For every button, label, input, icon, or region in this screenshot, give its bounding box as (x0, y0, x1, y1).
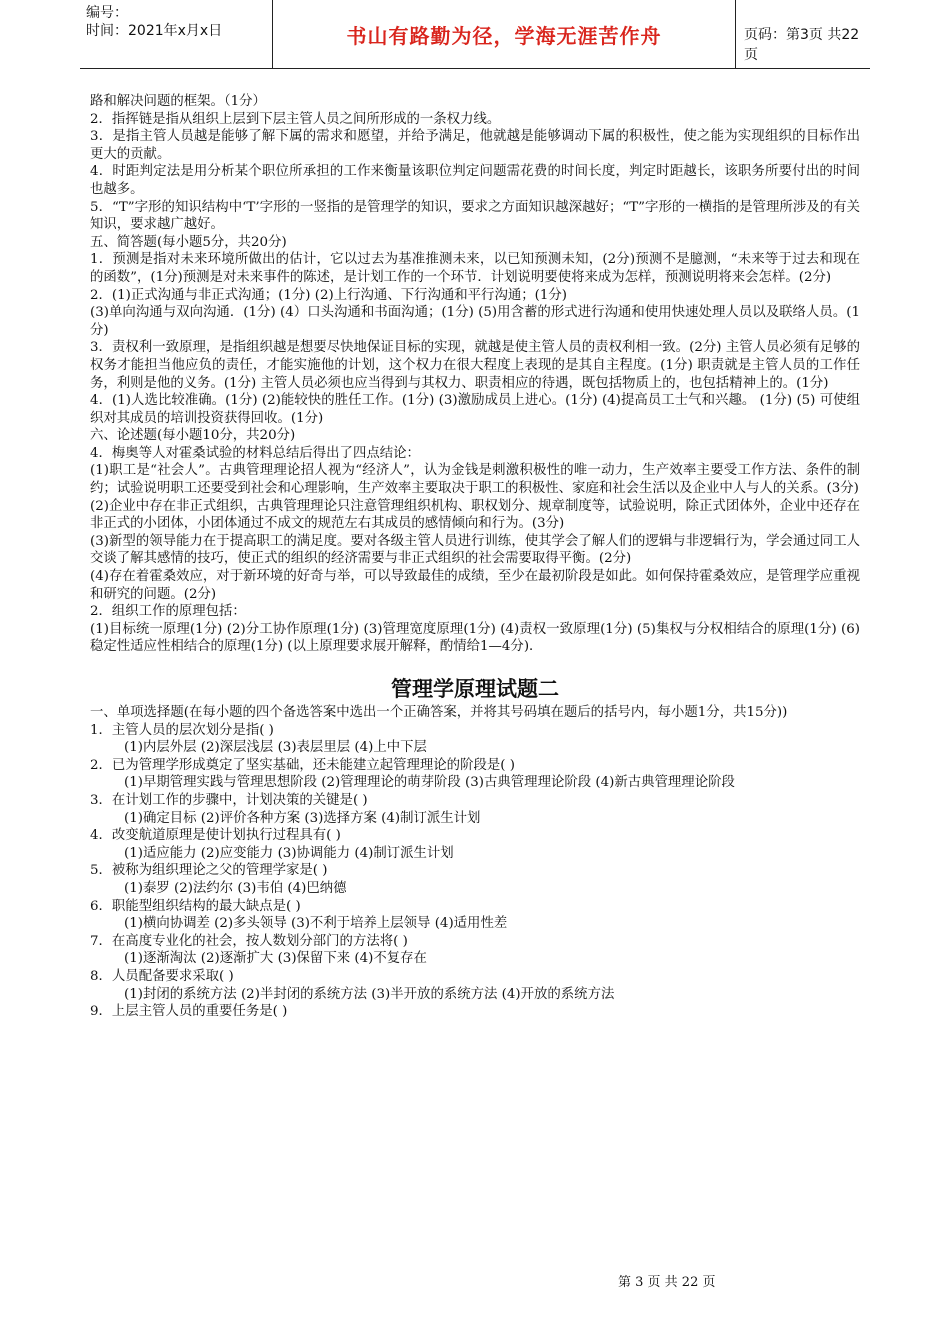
document-body (90, 93, 860, 1021)
paragraph: 4．时距判定法是用分析某个职位所承担的工作来衡量该职位判定问题需花费的时间长度，判定时距越长，该职务所要付出的时间也越多。 (90, 164, 860, 197)
time-label: 时间：2021年x月x日 (86, 23, 223, 39)
section-title: 管理学原理试题二 (391, 677, 559, 701)
answer-options: (1)早期管理实践与管理思想阶段 (2)管理理论的萌芽阶段 (3)古典管理理论阶段 (4)新古典管理理论阶段 (124, 775, 735, 791)
paragraph: 2．组织工作的原理包括： (90, 604, 246, 620)
question-line: 6．职能型组织结构的最大缺点是( ) (90, 898, 301, 914)
answer-options: (1)适应能力 (2)应变能力 (3)协调能力 (4)制订派生计划 (124, 845, 454, 861)
answer-options: (1)横向协调差 (2)多头领导 (3)不利于培养上层领导 (4)适用性差 (124, 916, 508, 932)
answer-options: (1)内层外层 (2)深层浅层 (3)表层里层 (4)上中下层 (124, 740, 427, 756)
page-header (80, 0, 870, 69)
paragraph: 4．梅奥等人对霍桑试验的材料总结后得出了四点结论： (90, 445, 420, 461)
paragraph: (1)职工是“社会人”。古典管理理论招人视为“经济人”，认为金钱是刺激积极性的唯一动力，生产效率主要受工作方法、条件的制约；试验说明职工还要受到社会和心理影响，生产效率主要取决于职工的积极性、家庭和社会生活以及企业中人与人的关系。(3分) (90, 463, 860, 497)
answer-section (90, 93, 860, 656)
question-line: 7．在高度专业化的社会，按人数划分部门的方法将( ) (90, 933, 408, 949)
paragraph: 2．(1)正式沟通与非正式沟通；(1分) (2)上行沟通、下行沟通和平行沟通；(1分) (90, 287, 567, 303)
paragraph: 五、简答题(每小题5分，共20分) (90, 234, 287, 250)
paragraph: 路和解决问题的框架。（1分） (90, 94, 266, 109)
motto: 书山有路勤为径，学海无涯苦作舟 (272, 0, 736, 68)
paragraph: 3．是指主管人员越是能够了解下属的需求和愿望，并给予满足，他就越是能够调动下属的积极性，使之能为实现组织的目标作出更大的贡献。 (90, 129, 860, 162)
paragraph: (1)目标统一原理(1分) (2)分工协作原理(1分) (3)管理宽度原理(1分) (4)责权一致原理(1分) (5)集权与分权相结合的原理(1分) (6)稳定性适应性相结合的原理(1分) (以上原理要求展开解释，酌情给1—4分)． (90, 621, 860, 655)
number-label: 编号： (86, 5, 128, 21)
paragraph: (3)单向沟通与双向沟通．(1分) (4）口头沟通和书面沟通；(1分) (5)用含蓄的形式进行沟通和使用快速处理人员以及联络人员。(1分) (90, 305, 860, 338)
paragraph: (4)存在着霍桑效应，对于新环境的好奇与举，可以导致最佳的成绩，至少在最初阶段是如此。如何保持霍桑效应，是管理学应重视和研究的问题。(2分) (90, 569, 860, 602)
answer-options: (1)封闭的系统方法 (2)半封闭的系统方法 (3)半开放的系统方法 (4)开放的系统方法 (124, 986, 615, 1002)
paragraph: 5．“T”字形的知识结构中‘T’字形的一竖指的是管理学的知识，要求之方面知识越深越好；“T”字形的一横指的是管理所涉及的有关知识，要求越广越好。 (90, 199, 860, 233)
paragraph: 3．责权利一致原理，是指组织越是想要尽快地保证目标的实现，就越是使主管人员的责权利相一致。(2分) 主管人员必须有足够的权务才能担当他应负的责任，才能实施他的计划，这个权力在很大程度上表现的是其自主程度。(1分) 职责就是主管人员的工作任务，利则是他的义务。(1分) 主管人员必须也应当得到与其权力、职责相应的待遇，既包括物质上的，也包括精神上的。(1分) (90, 340, 860, 391)
question-line: 2．已为管理学形成奠定了坚实基础，还未能建立起管理理论的阶段是( ) (90, 757, 515, 773)
question-line: 8．人员配备要求采取( ) (90, 968, 234, 984)
question-line: 5．被称为组织理论之父的管理学家是( ) (90, 863, 328, 879)
answer-options: (1)泰罗 (2)法约尔 (3)韦伯 (4)巴纳德 (124, 880, 347, 896)
paragraph: (3)新型的领导能力在于提高职工的满足度。要对各级主管人员进行训练，使其学会了解人们的逻辑与非逻辑行为，学会通过同工人交谈了解其感情的技巧，使正式的组织的经济需要与非正式组织的社会需要取得平衡。(2分) (90, 533, 860, 567)
question-line: 9．上层主管人员的重要任务是( ) (90, 1004, 288, 1020)
answer-options: (1)逐渐淘汰 (2)逐渐扩大 (3)保留下来 (4)不复存在 (124, 951, 427, 967)
question-line: 4．改变航道原理是使计划执行过程具有( ) (90, 828, 341, 844)
paragraph: (2)企业中存在非正式组织，古典管理理论只注意管理组织机构、职权划分、规章制度等，试验说明，除正式团体外，企业中还存在非正式的小团体，小团体通过不成文的规范左右其成员的感情倾向和行为。(3分) (90, 498, 860, 532)
question-line: 一、单项选择题(在每小题的四个备选答案中选出一个正确答案，并将其号码填在题后的括号内，每小题1分，共15分)) (90, 705, 788, 720)
answer-options: (1)确定目标 (2)评价各种方案 (3)选择方案 (4)制订派生计划 (124, 810, 481, 826)
paragraph: 六、论述题(每小题10分，共20分) (90, 428, 296, 444)
question-section (90, 704, 860, 1021)
page-footer: 第 3 页 共 22 页 (618, 1275, 716, 1290)
question-line: 3．在计划工作的步骤中，计划决策的关键是( ) (90, 792, 368, 808)
paragraph: 1．预测是指对未来环境所做出的估计，它以过去为基准推测未来，以已知预测未知，(2分)预测不是臆测，“未来等于过去和现在的函数”，(1分)预测是对未来事件的陈述，是计划工作的一个环节．计划说明要使将来成为怎样，预测说明将来会怎样。(2分) (90, 252, 860, 285)
page-label: 页码：第3页 共22页 (744, 27, 860, 63)
header-meta (86, 4, 222, 40)
paragraph: 4．(1)人选比较准确。(1分) (2)能较快的胜任工作。(1分) (3)激励成员上进心。(1分) (4)提高员工士气和兴趣。 (1分) (5) 可使组织对其成员的培训投资获得回收。(1分) (90, 393, 860, 426)
question-line: 1．主管人员的层次划分是指( ) (90, 722, 274, 738)
paragraph: 2．指挥链是指从组织上层到下层主管人员之间所形成的一条权力线。 (90, 111, 501, 127)
